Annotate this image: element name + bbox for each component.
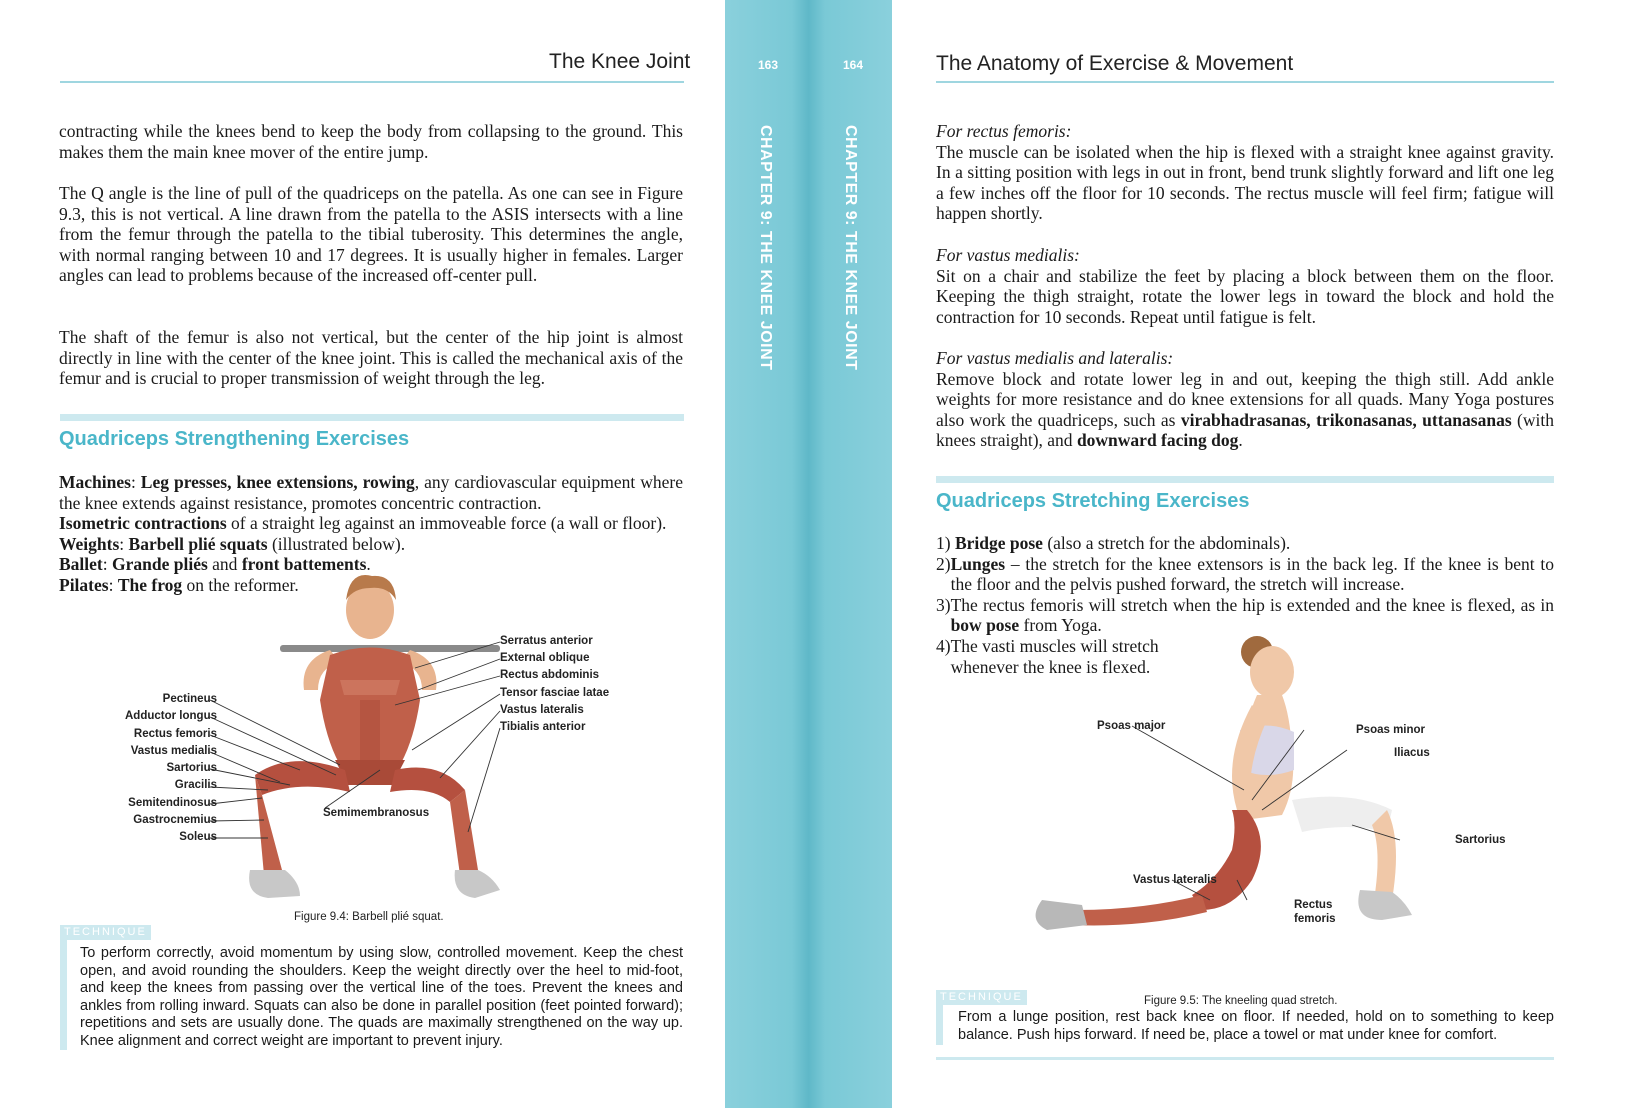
label-sartorius: Sartorius [166, 762, 217, 774]
label-vastus-lateralis-right: Vastus lateralis [1133, 874, 1217, 886]
label-vastus-lateralis: Vastus lateralis [500, 704, 584, 716]
book-spine-gutter [725, 0, 892, 1108]
section-rule-right [936, 476, 1554, 483]
label-gastrocnemius: Gastrocnemius [133, 814, 217, 826]
paragraph-3: The shaft of the femur is also not vertical, but the center of the hip joint is almost directly in line with the center of the knee joint. This is called the mechanical axis of the femur and is crucial to proper transmission of weight through the leg. [59, 327, 683, 389]
label-rectus-femoris: Rectus femoris [133, 728, 217, 740]
exercise-machines: Machines: Leg presses, knee extensions, rowing, any cardiovascular equipment where the knee extends against resistance, promotes concentric contraction. [59, 472, 683, 513]
right-page [892, 0, 1628, 1108]
label-adductor-longus: Adductor longus [125, 710, 217, 722]
label-pectineus: Pectineus [162, 693, 217, 705]
technique-tag-right: TECHNIQUE [936, 990, 1027, 1005]
page-number-left: 163 [758, 58, 779, 72]
header-rule-left [60, 81, 684, 83]
label-iliacus: Iliacus [1394, 747, 1430, 759]
label-gracilis: Gracilis [174, 779, 217, 791]
plie-squat-illustration [0, 570, 725, 930]
block-vastus-medialis-lateralis: For vastus medialis and lateralis: Remove block and rotate lower leg in and out, keeping the thigh still. Add ankle weights for more resistance and do knee extensions for all quads. Many Yoga postures also work the quadriceps, such as virabhadrasanas, trikonasanas, uttanasanas (with knees straight), and downward facing dog. [936, 348, 1554, 451]
figure-caption-9-4: Figure 9.4: Barbell plié squat. [294, 911, 444, 923]
label-external-oblique: External oblique [500, 652, 590, 664]
section-title-strengthening: Quadriceps Strengthening Exercises [59, 428, 410, 450]
label-serratus-anterior: Serratus anterior [500, 635, 593, 647]
exercise-weights: Weights: Barbell plié squats (illustrated below). [59, 533, 406, 554]
exercise-pilates: Pilates: The frog on the reformer. [59, 574, 299, 595]
technique-bar-left [60, 940, 67, 1050]
chapter-title-vertical-left: CHAPTER 9: THE KNEE JOINT [757, 125, 774, 371]
section-rule-left [60, 414, 684, 421]
label-semimembranosus: Semimembranosus [323, 807, 430, 819]
label-psoas-minor: Psoas minor [1356, 724, 1426, 736]
paragraph-2: The Q angle is the line of pull of the quadriceps on the patella. As one can see in Figure 9.3, this is not vertical. A line drawn from the patella to the ASIS intersects with a line from the femur through the patella to the tibial tuberosity. This determines the angle, with normal ranging between 10 and 17 degrees. It is usually higher in females. Larger angles can lead to problems because of the increased off-center pull. [59, 183, 683, 286]
stretch-item-1: 1) Bridge pose (also a stretch for the abdominals). [936, 533, 1291, 553]
running-head-left: The Knee Joint [549, 50, 691, 73]
stretch-item-3: 3) The rectus femoris will stretch when the hip is extended and the knee is flexed, as in bow pose from Yoga. [936, 594, 1554, 636]
header-rule-right [936, 81, 1554, 83]
exercise-isometric: Isometric contractions of a straight leg against an immoveable force (a wall or floor). [59, 513, 667, 534]
block-rectus-femoris: For rectus femoris: The muscle can be isolated when the hip is flexed with a straight knee against gravity. In a sitting position with legs in out in front, bend trunk slightly forward and lift one leg a few inches off the floor for 10 seconds. The rectus muscle will feel firm; fatigue will happen shortly. [936, 121, 1554, 224]
technique-text-left: To perform correctly, avoid momentum by using slow, controlled movement. Keep the chest open, and avoid rounding the shoulders. Keep the weight directly over the heel to mid-foot, and keep the knees from passing over the vertical line of the toes. Prevent the knees and ankles from rolling inward. Squats can also be done in parallel position (feet pointed forward); repetitions and sets are usually done. The quads are maximally strengthened on the way up. Knee alignment and correct weight are important to prevent injury. [80, 945, 683, 1049]
stretch-item-2: 2) Lunges – the stretch for the knee extensors is in the back leg. If the knee is bent to the floor and the pelvis pushed forward, the stretch will increase. [936, 553, 1554, 595]
label-femoris: femoris [1294, 913, 1336, 925]
exercise-ballet: Ballet: Grande pliés and front battements. [59, 554, 371, 575]
label-tensor-fasciae-latae: Tensor fasciae latae [500, 687, 610, 699]
label-soleus: Soleus [179, 831, 217, 843]
label-sartorius-right: Sartorius [1455, 834, 1506, 846]
technique-tag-left: TECHNIQUE [60, 925, 151, 940]
stretch-item-4: 4) The vasti muscles will stretch whenever the knee is flexed. [936, 635, 1159, 677]
label-rectus: Rectus [1294, 899, 1333, 911]
bottom-rule-right [936, 1057, 1554, 1060]
running-head-right: The Anatomy of Exercise & Movement [936, 52, 1294, 75]
kneeling-quad-stretch-illustration [892, 610, 1628, 990]
section-title-stretching: Quadriceps Stretching Exercises [936, 490, 1250, 512]
figure-caption-9-5: Figure 9.5: The kneeling quad stretch. [1144, 995, 1338, 1007]
label-semitendinosus: Semitendinosus [128, 797, 217, 809]
label-vastus-medialis: Vastus medialis [130, 745, 217, 757]
block-vastus-medialis: For vastus medialis: Sit on a chair and stabilize the feet by placing a block between them on the floor. Keeping the thigh straight, rotate the lower legs in toward the block and hold the contraction for 10 seconds. Repeat until fatigue is felt. [936, 245, 1554, 327]
paragraph-1: contracting while the knees bend to keep the body from collapsing to the ground. This makes them the main knee mover of the entire jump. [59, 121, 683, 162]
technique-bar-right [936, 1005, 943, 1045]
label-psoas-major: Psoas major [1097, 720, 1166, 732]
chapter-title-vertical-right: CHAPTER 9: THE KNEE JOINT [842, 125, 859, 371]
technique-text-right: From a lunge position, rest back knee on floor. If needed, hold on to something to keep balance. Push hips forward. If need be, place a towel or mat under knee for comfort. [958, 1009, 1554, 1043]
page-number-right: 164 [843, 58, 864, 72]
label-tibialis-anterior: Tibialis anterior [500, 721, 586, 733]
label-rectus-abdominis: Rectus abdominis [500, 669, 600, 681]
left-page [0, 0, 725, 1108]
